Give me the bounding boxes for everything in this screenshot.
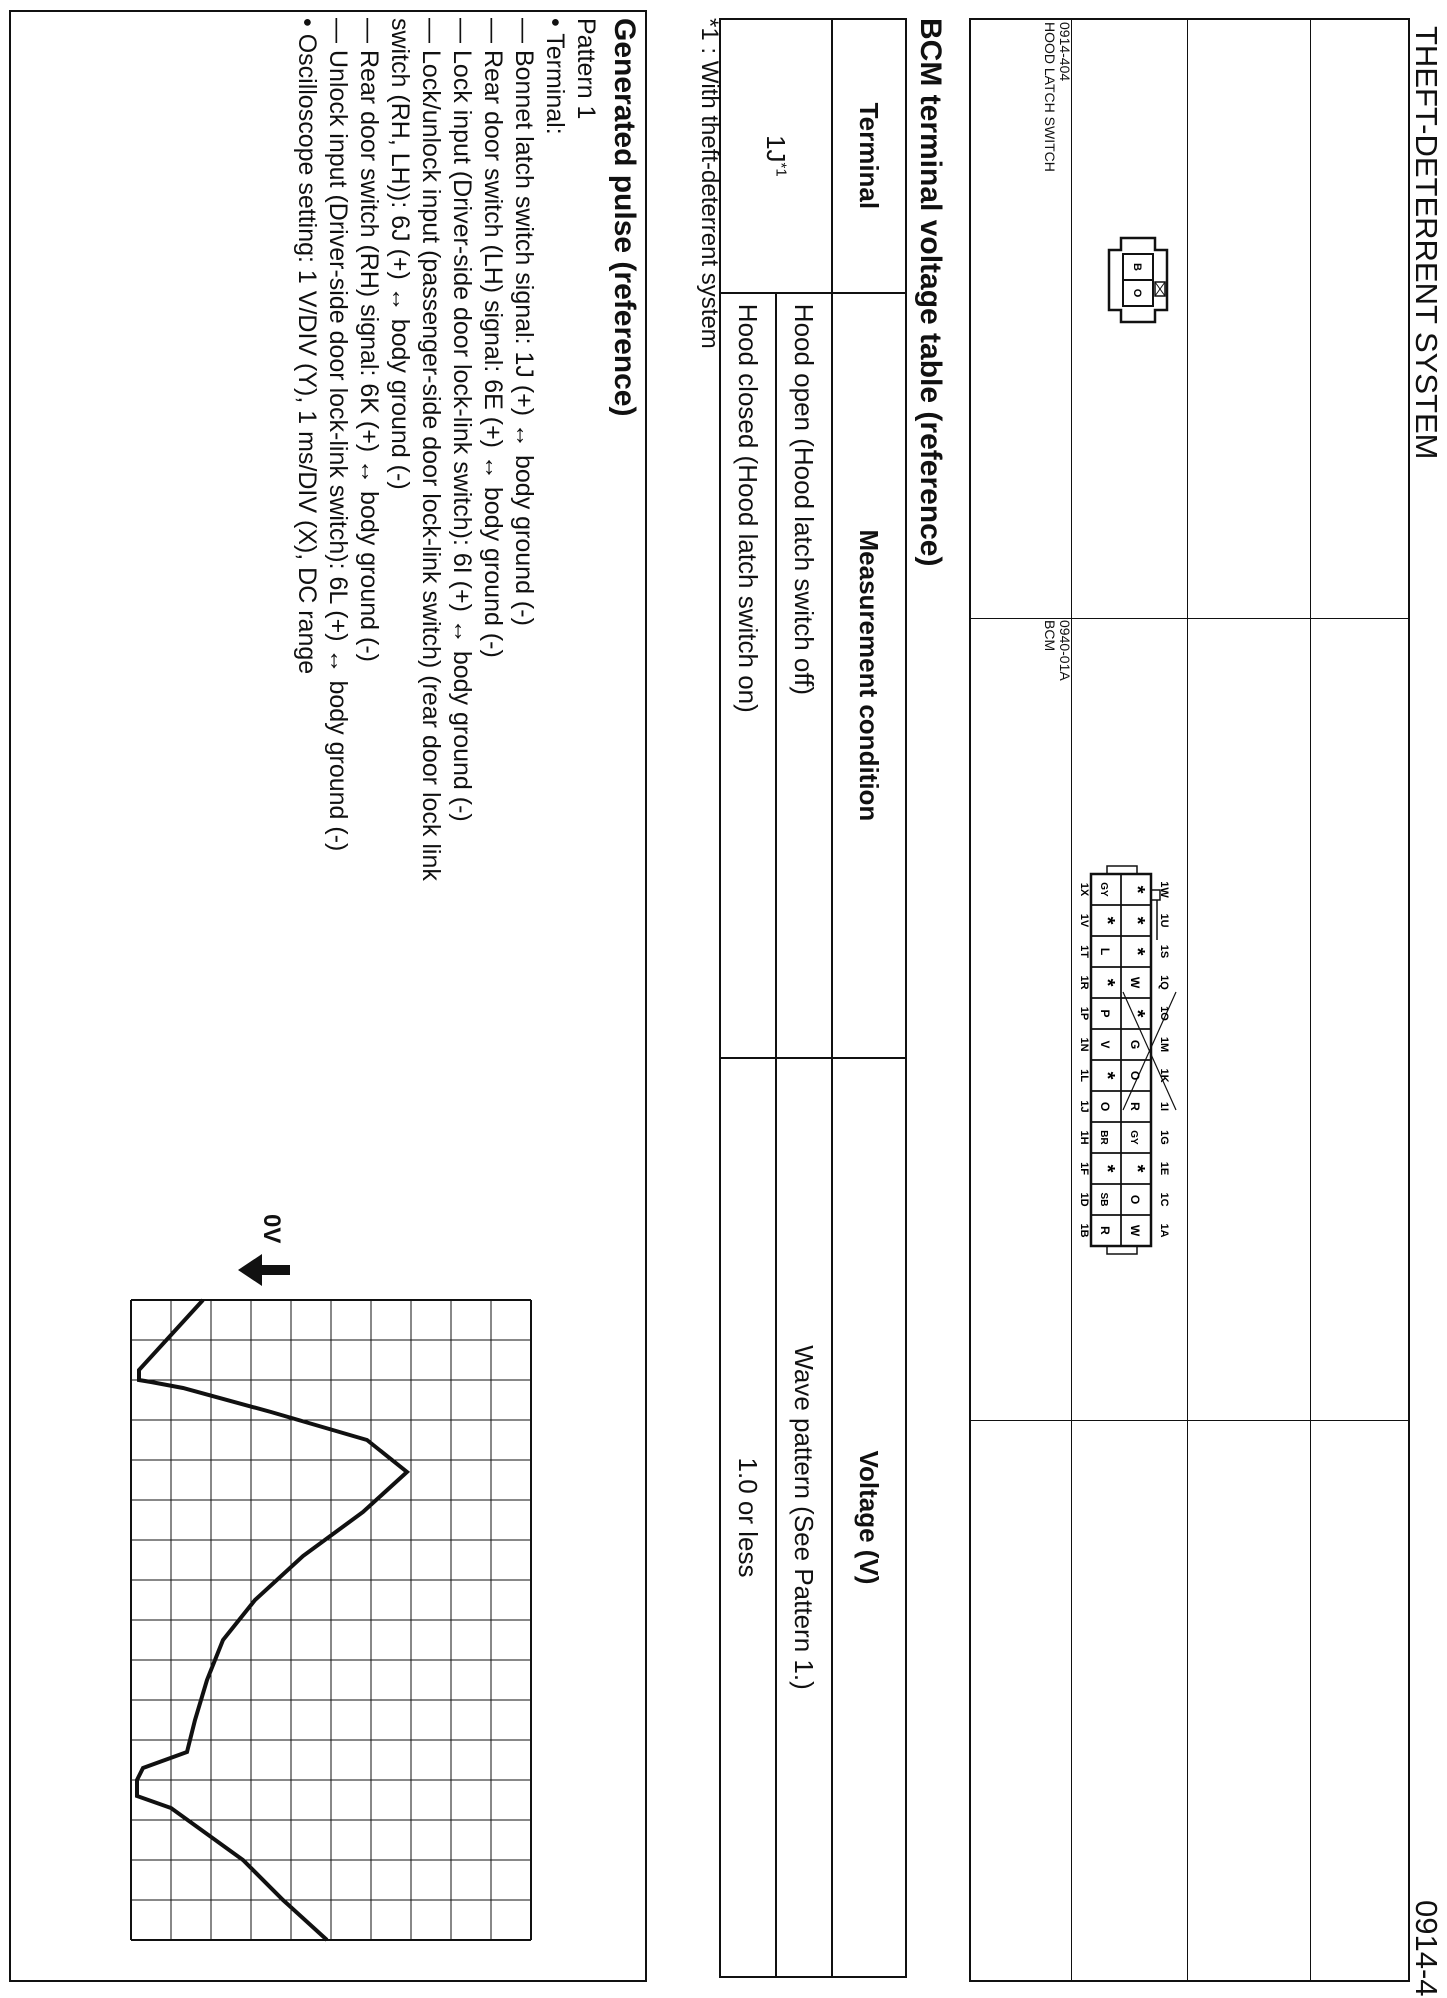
pulse-line: — Bonnet latch switch signal: 1J (+) ↔ body ground (-) bbox=[510, 18, 538, 626]
bcm-pin-color: W bbox=[1128, 1224, 1142, 1237]
bcm-pin-color: SB bbox=[1098, 1192, 1109, 1207]
voltage-table bbox=[719, 18, 907, 1978]
bcm-pin-color: P bbox=[1098, 1009, 1112, 1018]
hood-latch-connector-icon bbox=[1099, 230, 1177, 330]
terminal-label: • Terminal: bbox=[541, 18, 569, 135]
pulse-line: — Rear door switch (LH) signal: 6E (+) ↔ body ground (-) bbox=[479, 18, 507, 658]
bcm-pin-color: W bbox=[1128, 976, 1142, 989]
terminal-value: 1J bbox=[761, 135, 792, 163]
pattern-label: Pattern 1 bbox=[572, 18, 600, 120]
pulse-line: — Rear door switch (RH) signal: 6K (+) ↔ body ground (-) bbox=[355, 18, 383, 662]
bcm-pin-color: O bbox=[1128, 1194, 1142, 1205]
bcm-pin-color: G bbox=[1128, 1039, 1142, 1050]
bcm-pin-number: 1P bbox=[1078, 1006, 1090, 1021]
bcm-pin-color: V bbox=[1098, 1040, 1112, 1049]
arrow-down-icon bbox=[236, 1250, 290, 1290]
bcm-pin-number: 1T bbox=[1078, 945, 1090, 958]
bcm-pin-color: O bbox=[1128, 1070, 1142, 1081]
bcm-pin-number: 1R bbox=[1078, 975, 1090, 990]
bcm-pin-number: 1V bbox=[1078, 913, 1090, 928]
table-row bbox=[720, 19, 776, 1977]
terminal-note: *1 bbox=[773, 162, 791, 177]
bcm-pin-number: 1I bbox=[1158, 1101, 1170, 1112]
terminal-cell bbox=[720, 19, 832, 293]
table-header-row bbox=[832, 19, 906, 1977]
bcm-pin-number: 1M bbox=[1158, 1036, 1170, 1053]
bcm-pin-number: 1E bbox=[1158, 1161, 1170, 1176]
bcm-pin-color: * bbox=[1126, 916, 1148, 925]
voltage-cell: Wave pattern (See Pattern 1.) bbox=[776, 1058, 832, 1977]
bcm-pin-number: 1O bbox=[1158, 1006, 1170, 1021]
condition-cell: Hood open (Hood latch switch off) bbox=[776, 293, 832, 1058]
table-row bbox=[776, 19, 832, 1977]
bcm-pin-number: 1B bbox=[1078, 1223, 1090, 1238]
page-number: 0914-4 bbox=[1409, 1900, 1444, 1997]
bcm-pin-color: * bbox=[1126, 947, 1148, 956]
header-terminal: Terminal bbox=[832, 19, 906, 293]
bcm-connector-name: BCM bbox=[1042, 620, 1058, 652]
bcm-pin-number: 1W bbox=[1158, 881, 1170, 898]
bcm-pin-color: GY bbox=[1128, 1130, 1139, 1145]
hood-latch-pin-label: B bbox=[1131, 263, 1143, 271]
header-voltage: Voltage (V) bbox=[832, 1058, 906, 1977]
bcm-pin-color: L bbox=[1098, 947, 1112, 956]
bcm-pin-color: BR bbox=[1098, 1130, 1109, 1145]
bcm-pin-number: 1U bbox=[1158, 913, 1170, 928]
bcm-pin-color: GY bbox=[1098, 882, 1109, 897]
bcm-pin-color: * bbox=[1096, 916, 1118, 925]
bcm-pin-color: * bbox=[1126, 1009, 1148, 1018]
bcm-pin-number: 1A bbox=[1158, 1223, 1170, 1238]
bcm-pin-number: 1J bbox=[1078, 1100, 1090, 1113]
bcm-connector-code: 0940-01A bbox=[1057, 620, 1073, 681]
bcm-pin-color: R bbox=[1098, 1226, 1112, 1235]
zero-volt-label: 0V bbox=[258, 1214, 285, 1244]
bcm-pin-color: R bbox=[1128, 1102, 1142, 1111]
bcm-pin-color: * bbox=[1096, 978, 1118, 987]
page-title: THEFT-DETERRENT SYSTEM bbox=[1409, 26, 1444, 460]
bcm-pin-number: 1D bbox=[1078, 1192, 1090, 1207]
pulse-line: switch (RH, LH)): 6J (+) ↔ body ground (-) bbox=[386, 18, 414, 490]
voltage-table-title: BCM terminal voltage table (reference) bbox=[914, 18, 947, 567]
bcm-pin-color: * bbox=[1126, 1164, 1148, 1173]
bcm-pin-number: 1N bbox=[1078, 1037, 1090, 1052]
voltage-cell: 1.0 or less bbox=[720, 1058, 776, 1977]
bcm-pin-number: 1L bbox=[1078, 1069, 1090, 1082]
bcm-pin-number: 1S bbox=[1158, 944, 1170, 959]
pulse-line: — Unlock input (Driver-side door lock-link switch): 6L (+) ↔ body ground (-) bbox=[324, 18, 352, 852]
bcm-connector-icon bbox=[1078, 860, 1181, 1360]
table-footnote: *1 : With theft-deterrent system bbox=[696, 18, 723, 349]
bcm-pin-color: O bbox=[1098, 1101, 1112, 1112]
header-condition: Measurement condition bbox=[832, 293, 906, 1058]
bcm-pin-color: * bbox=[1096, 1071, 1118, 1080]
bcm-pin-number: 1X bbox=[1078, 882, 1090, 897]
pulse-line: — Lock input (Driver-side door lock-link switch): 6I (+) ↔ body ground (-) bbox=[448, 18, 476, 822]
pulse-section bbox=[9, 10, 647, 1982]
condition-cell: Hood closed (Hood latch switch on) bbox=[720, 293, 776, 1058]
pulse-title: Generated pulse (reference) bbox=[608, 18, 641, 417]
oscilloscope-setting: • Oscilloscope setting: 1 V/DIV (Y), 1 ms/DIV (X), DC range bbox=[293, 18, 321, 675]
bcm-pin-number: 1F bbox=[1078, 1162, 1090, 1175]
hood-latch-pin-label: O bbox=[1131, 288, 1143, 298]
oscilloscope-grid bbox=[131, 1300, 531, 1940]
pulse-line: — Lock/unlock input (passenger-side door lock-link switch) (rear door lock link bbox=[417, 18, 445, 881]
connector-grid bbox=[969, 18, 1410, 1982]
bcm-pin-number: 1G bbox=[1158, 1130, 1170, 1145]
bcm-pin-color: * bbox=[1096, 1164, 1118, 1173]
bcm-pin-color: * bbox=[1126, 885, 1148, 894]
bcm-pin-number: 1Q bbox=[1158, 975, 1170, 990]
bcm-pin-number: 1H bbox=[1078, 1130, 1090, 1145]
bcm-pin-number: 1K bbox=[1158, 1068, 1170, 1083]
hood-latch-connector-code: 0914-404 bbox=[1057, 22, 1073, 82]
bcm-pin-number: 1C bbox=[1158, 1192, 1170, 1207]
hood-latch-connector-name: HOOD LATCH SWITCH bbox=[1042, 22, 1058, 172]
